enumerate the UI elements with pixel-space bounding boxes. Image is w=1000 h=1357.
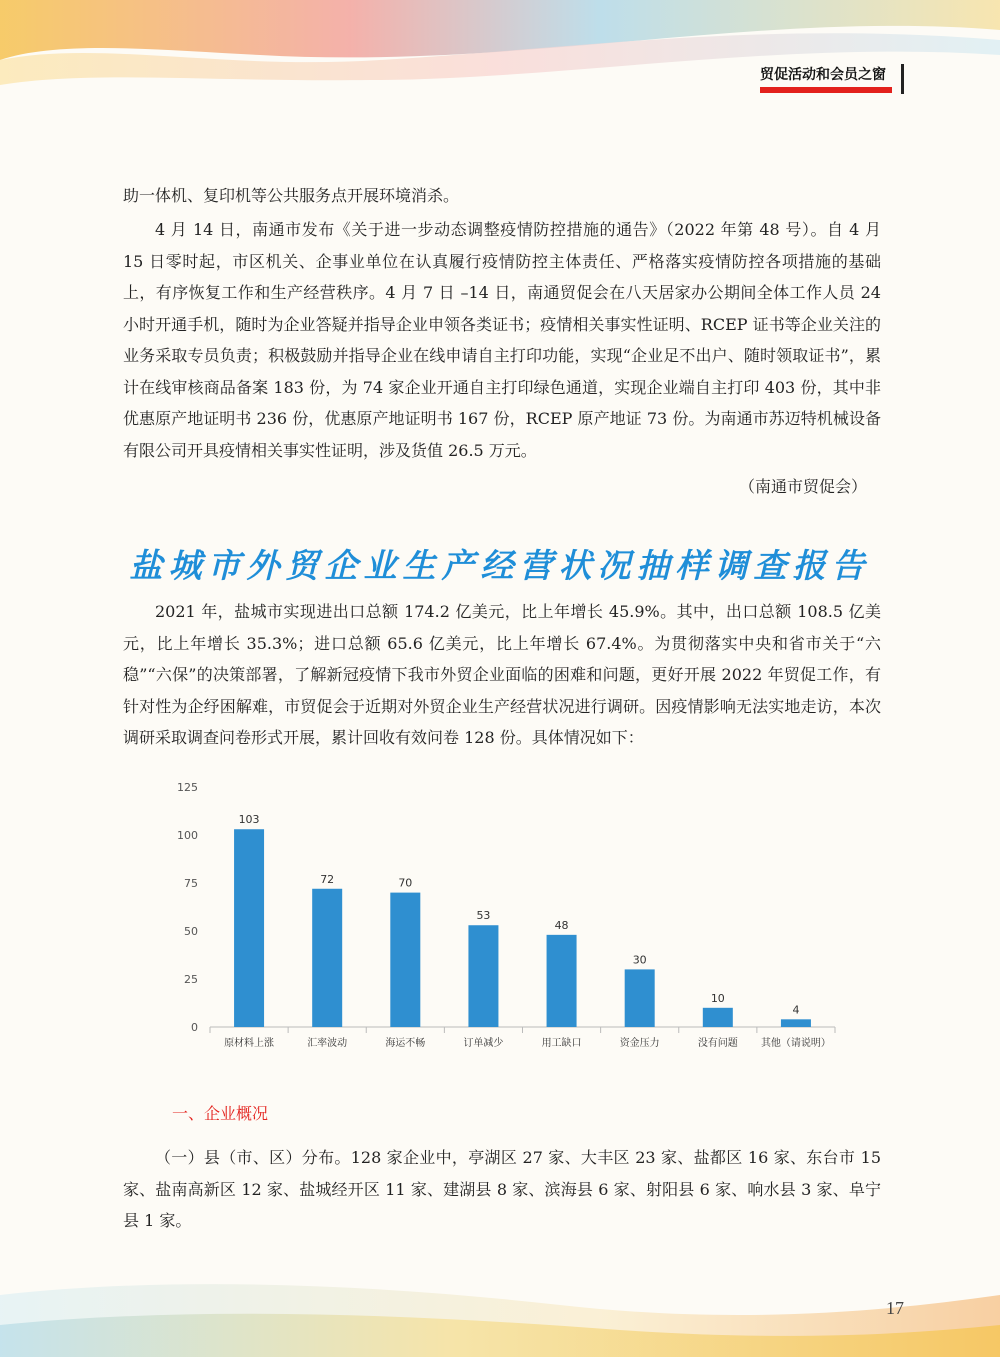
y-tick-label: 75	[184, 877, 198, 890]
decorative-bottom-wave	[0, 1255, 1000, 1357]
y-tick-label: 0	[191, 1021, 198, 1034]
bar	[468, 925, 498, 1027]
y-tick-label: 100	[177, 829, 198, 842]
bar	[390, 893, 420, 1027]
bar	[234, 829, 264, 1027]
bar	[547, 935, 577, 1027]
bar-value-label: 30	[632, 953, 647, 967]
article-intro-paragraph: 2021 年，盐城市实现进出口总额 174.2 亿美元，比上年增长 45.9%。其中，出口总额 108.5 亿美元，比上年增长 35.3%；进口总额 65.6 亿美元，比上年增长 67.4%。为贯彻落实中央和省市关于“六稳”“六保”的决策部署，了解新冠疫情下我市外贸企业面临的困难和问题，更好开展 2022 年贸促工作，有针对性为企纾困解难，市贸促会于近期对外贸企业生产经营状况进行调研。因疫情影响无法实地走访，本次调研采取调查问卷形式开展，累计回收有效问卷 128 份。具体情况如下：	[123, 602, 881, 747]
x-category-label: 汇率波动	[307, 1038, 348, 1049]
x-category-label: 原材料上涨	[224, 1038, 275, 1049]
bar-value-label: 72	[320, 872, 335, 886]
bar-value-label: 70	[398, 876, 413, 890]
x-category-label: 没有问题	[697, 1038, 738, 1049]
bar-value-label: 4	[792, 1003, 800, 1017]
source-attribution: （南通市贸促会）	[738, 477, 867, 496]
county-distribution-paragraph: （一）县（市、区）分布。128 家企业中，亭湖区 27 家、大丰区 23 家、盐都区 16 家、东台市 15 家、盐南高新区 12 家、盐城经开区 11 家、建湖县 8 家、滨海县 6 家、射阳县 6 家、响水县 3 家、阜宁县 1 家。	[123, 1148, 881, 1230]
bar-value-label: 53	[476, 909, 491, 923]
section-tag-underline	[760, 87, 892, 93]
bar-value-label: 103	[238, 813, 260, 827]
bar	[781, 1019, 811, 1027]
section-tag: 贸促活动和会员之窗	[760, 67, 886, 83]
x-category-label: 海运不畅	[385, 1038, 426, 1049]
bar	[625, 969, 655, 1027]
chart-svg	[170, 775, 850, 1055]
bar	[703, 1008, 733, 1027]
prev-article-paragraph-1: 助一体机、复印机等公共服务点开展环境消杀。	[123, 186, 460, 205]
prev-article-paragraph-2: 4 月 14 日，南通市发布《关于进一步动态调整疫情防控措施的通告》（2022 年第 48 号）。自 4 月 15 日零时起，市区机关、企事业单位在认真履行疫情防控主体责任、严格落实疫情防控各项措施的基础上，有序恢复工作和生产经营秩序。4 月 7 日 –14 日，南通贸促会在八天居家办公期间全体工作人员 24 小时开通手机，随时为企业答疑并指导企业申领各类证书；疫情相关事实性证明、RCEP 证书等企业关注的业务采取专员负责；积极鼓励并指导企业在线申请自主打印功能，实现“企业足不出户、随时领取证书”，累计在线审核商品备案 183 份，为 74 家企业开通自主打印绿色通道，实现企业端自主打印 403 份，其中非优惠原产地证明书 236 份，优惠原产地证明书 167 份，RCEP 原产地证 73 份。为南通市苏迈特机械设备有限公司开具疫情相关事实性证明，涉及货值 26.5 万元。	[123, 220, 881, 460]
y-tick-label: 25	[184, 973, 198, 986]
x-category-label: 资金压力	[619, 1038, 660, 1049]
x-category-label: 订单减少	[463, 1038, 504, 1049]
survey-bar-chart	[170, 775, 850, 1055]
page-number: 17	[886, 1298, 904, 1318]
x-category-label: 用工缺口	[541, 1038, 582, 1049]
bar	[312, 889, 342, 1027]
section-tag-divider	[901, 64, 904, 94]
bar-value-label: 10	[710, 991, 725, 1005]
y-tick-label: 50	[184, 925, 198, 938]
y-tick-label: 125	[177, 781, 198, 794]
x-category-label: 其他（请说明）	[760, 1038, 831, 1049]
decorative-top-wave	[0, 0, 1000, 120]
article-title: 盐城市外贸企业生产经营状况抽样调查报告	[129, 546, 871, 585]
section-heading-company-overview: 一、企业概况	[172, 1104, 269, 1123]
bar-value-label: 48	[554, 918, 569, 932]
